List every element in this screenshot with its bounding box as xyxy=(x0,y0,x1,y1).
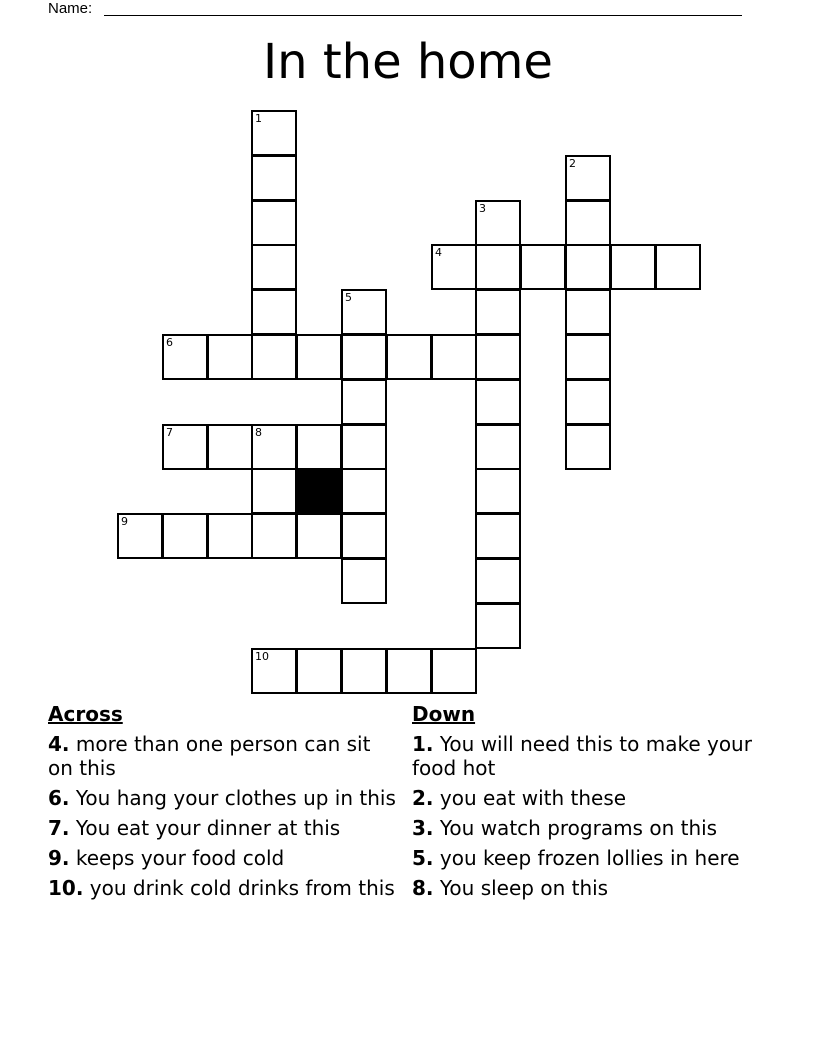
down-clues xyxy=(412,702,752,906)
grid-cell[interactable] xyxy=(251,200,297,246)
clue-text: you drink cold drinks from this xyxy=(83,876,395,900)
clue-item xyxy=(412,786,752,810)
clue-text: You will need this to make your food hot xyxy=(412,732,752,780)
grid-cell[interactable] xyxy=(296,334,342,380)
clue-number: 3. xyxy=(412,816,434,840)
clue-text: keeps your food cold xyxy=(69,846,285,870)
grid-cell[interactable] xyxy=(386,334,432,380)
clue-number: 6. xyxy=(48,786,70,810)
clue-item xyxy=(48,732,398,780)
grid-cell[interactable] xyxy=(296,648,342,694)
grid-cell[interactable] xyxy=(341,648,387,694)
down-heading: Down xyxy=(412,702,476,726)
grid-cell[interactable] xyxy=(341,289,387,335)
clue-item xyxy=(48,846,398,870)
grid-cell[interactable] xyxy=(251,648,297,694)
grid-cell[interactable] xyxy=(341,424,387,470)
clue-number: 2. xyxy=(412,786,434,810)
clue-number: 5. xyxy=(412,846,434,870)
clue-text: you eat with these xyxy=(433,786,627,810)
clue-number: 10. xyxy=(48,876,84,900)
clue-item xyxy=(412,876,752,900)
grid-block xyxy=(296,468,342,514)
grid-cell[interactable] xyxy=(162,424,208,470)
clue-item xyxy=(48,786,398,810)
grid-cell[interactable] xyxy=(565,155,611,201)
grid-cell[interactable] xyxy=(251,110,297,156)
clue-text: you keep frozen lollies in here xyxy=(433,846,740,870)
grid-cell[interactable] xyxy=(565,200,611,246)
grid-cell[interactable] xyxy=(251,289,297,335)
grid-cell[interactable] xyxy=(565,244,611,290)
grid-cell[interactable] xyxy=(565,334,611,380)
grid-cell[interactable] xyxy=(251,155,297,201)
across-clues xyxy=(48,702,398,906)
cell-number: 6 xyxy=(166,336,173,349)
clue-item xyxy=(412,846,752,870)
grid-cell[interactable] xyxy=(341,379,387,425)
grid-cell[interactable] xyxy=(565,289,611,335)
grid-cell[interactable] xyxy=(341,513,387,559)
grid-cell[interactable] xyxy=(475,468,521,514)
grid-cell[interactable] xyxy=(610,244,656,290)
grid-cell[interactable] xyxy=(162,513,208,559)
grid-cell[interactable] xyxy=(296,424,342,470)
grid-cell[interactable] xyxy=(475,424,521,470)
cell-number: 3 xyxy=(479,202,486,215)
clue-item xyxy=(48,816,398,840)
page-title: In the home xyxy=(263,34,553,90)
grid-cell[interactable] xyxy=(296,513,342,559)
grid-cell[interactable] xyxy=(475,379,521,425)
clue-item xyxy=(412,732,752,780)
grid-cell[interactable] xyxy=(207,334,253,380)
grid-cell[interactable] xyxy=(475,289,521,335)
cell-number: 5 xyxy=(345,291,352,304)
grid-cell[interactable] xyxy=(251,424,297,470)
grid-cell[interactable] xyxy=(251,334,297,380)
cell-number: 8 xyxy=(255,426,262,439)
clue-item xyxy=(412,816,752,840)
grid-cell[interactable] xyxy=(475,244,521,290)
grid-cell[interactable] xyxy=(565,379,611,425)
cell-number: 7 xyxy=(166,426,173,439)
grid-cell[interactable] xyxy=(431,648,477,694)
grid-cell[interactable] xyxy=(386,648,432,694)
clue-text: You hang your clothes up in this xyxy=(69,786,396,810)
grid-cell[interactable] xyxy=(251,513,297,559)
grid-cell[interactable] xyxy=(475,558,521,604)
clue-text: You watch programs on this xyxy=(433,816,718,840)
clue-number: 9. xyxy=(48,846,70,870)
cell-number: 4 xyxy=(435,246,442,259)
cell-number: 10 xyxy=(255,650,269,663)
across-heading: Across xyxy=(48,702,123,726)
clue-number: 7. xyxy=(48,816,70,840)
cell-number: 1 xyxy=(255,112,262,125)
clue-item xyxy=(48,876,398,900)
grid-cell[interactable] xyxy=(341,334,387,380)
grid-cell[interactable] xyxy=(162,334,208,380)
clue-number: 8. xyxy=(412,876,434,900)
clue-number: 1. xyxy=(412,732,434,756)
clue-number: 4. xyxy=(48,732,70,756)
grid-cell[interactable] xyxy=(655,244,701,290)
grid-cell[interactable] xyxy=(117,513,163,559)
grid-cell[interactable] xyxy=(475,334,521,380)
grid-cell[interactable] xyxy=(475,513,521,559)
grid-cell[interactable] xyxy=(475,603,521,649)
grid-cell[interactable] xyxy=(475,200,521,246)
clue-text: You sleep on this xyxy=(433,876,609,900)
clue-text: more than one person can sit on this xyxy=(48,732,371,780)
grid-cell[interactable] xyxy=(207,513,253,559)
grid-cell[interactable] xyxy=(207,424,253,470)
cell-number: 9 xyxy=(121,515,128,528)
grid-cell[interactable] xyxy=(251,468,297,514)
grid-cell[interactable] xyxy=(341,468,387,514)
name-label: Name: xyxy=(48,0,93,17)
grid-cell[interactable] xyxy=(431,334,477,380)
cell-number: 2 xyxy=(569,157,576,170)
grid-cell[interactable] xyxy=(565,424,611,470)
grid-cell[interactable] xyxy=(431,244,477,290)
grid-cell[interactable] xyxy=(341,558,387,604)
grid-cell[interactable] xyxy=(251,244,297,290)
clue-text: You eat your dinner at this xyxy=(69,816,341,840)
grid-cell[interactable] xyxy=(520,244,566,290)
